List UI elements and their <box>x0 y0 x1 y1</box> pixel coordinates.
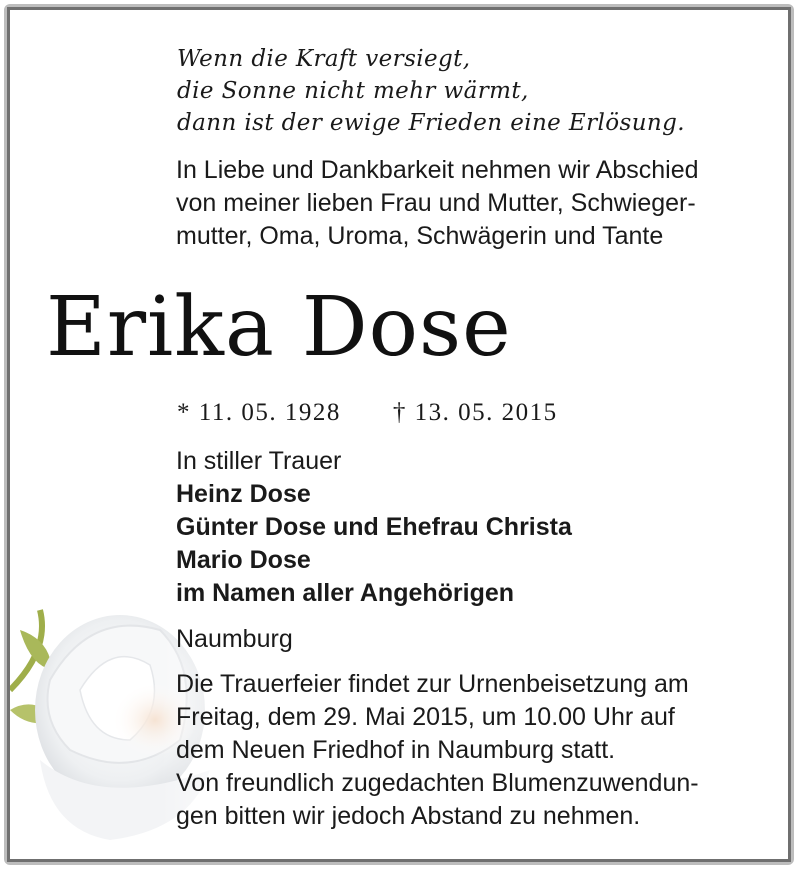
funeral-line: Freitag, dem 29. Mai 2015, um 10.00 Uhr auf <box>176 703 675 731</box>
mourners <box>176 445 572 610</box>
death-date: † 13. 05. 2015 <box>392 399 558 426</box>
life-dates <box>177 398 558 428</box>
poem-line: dann ist der ewige Frieden eine Erlösung. <box>177 110 685 136</box>
mourner-name: Günter Dose und Ehefrau Christa <box>176 513 572 541</box>
funeral-line: gen bitten wir jedoch Abstand zu nehmen. <box>176 802 641 830</box>
intro-line: In Liebe und Dankbarkeit nehmen wir Abschied <box>176 156 699 184</box>
mourner-name: Heinz Dose <box>176 480 311 508</box>
birth-date: * 11. 05. 1928 <box>177 399 341 426</box>
poem-line: Wenn die Kraft versiegt, <box>177 46 471 72</box>
mourner-name: Mario Dose <box>176 546 311 574</box>
deceased-name: Erika Dose <box>46 280 512 375</box>
intro-text <box>176 154 776 253</box>
intro-line: mutter, Oma, Uroma, Schwägerin und Tante <box>176 222 664 250</box>
funeral-line: dem Neuen Friedhof in Naumburg statt. <box>176 736 616 764</box>
funeral-line: Die Trauerfeier findet zur Urnenbeisetzung am <box>176 670 689 698</box>
mourning-heading: In stiller Trauer <box>176 447 342 475</box>
poem <box>177 43 685 139</box>
poem-line: die Sonne nicht mehr wärmt, <box>177 78 529 104</box>
funeral-notice <box>176 668 776 833</box>
funeral-line: Von freundlich zugedachten Blumenzuwendun- <box>176 769 699 797</box>
city: Naumburg <box>176 625 293 653</box>
mourner-name: im Namen aller Angehörigen <box>176 579 515 607</box>
intro-line: von meiner lieben Frau und Mutter, Schwieger- <box>176 189 696 217</box>
obituary-card <box>7 7 791 862</box>
